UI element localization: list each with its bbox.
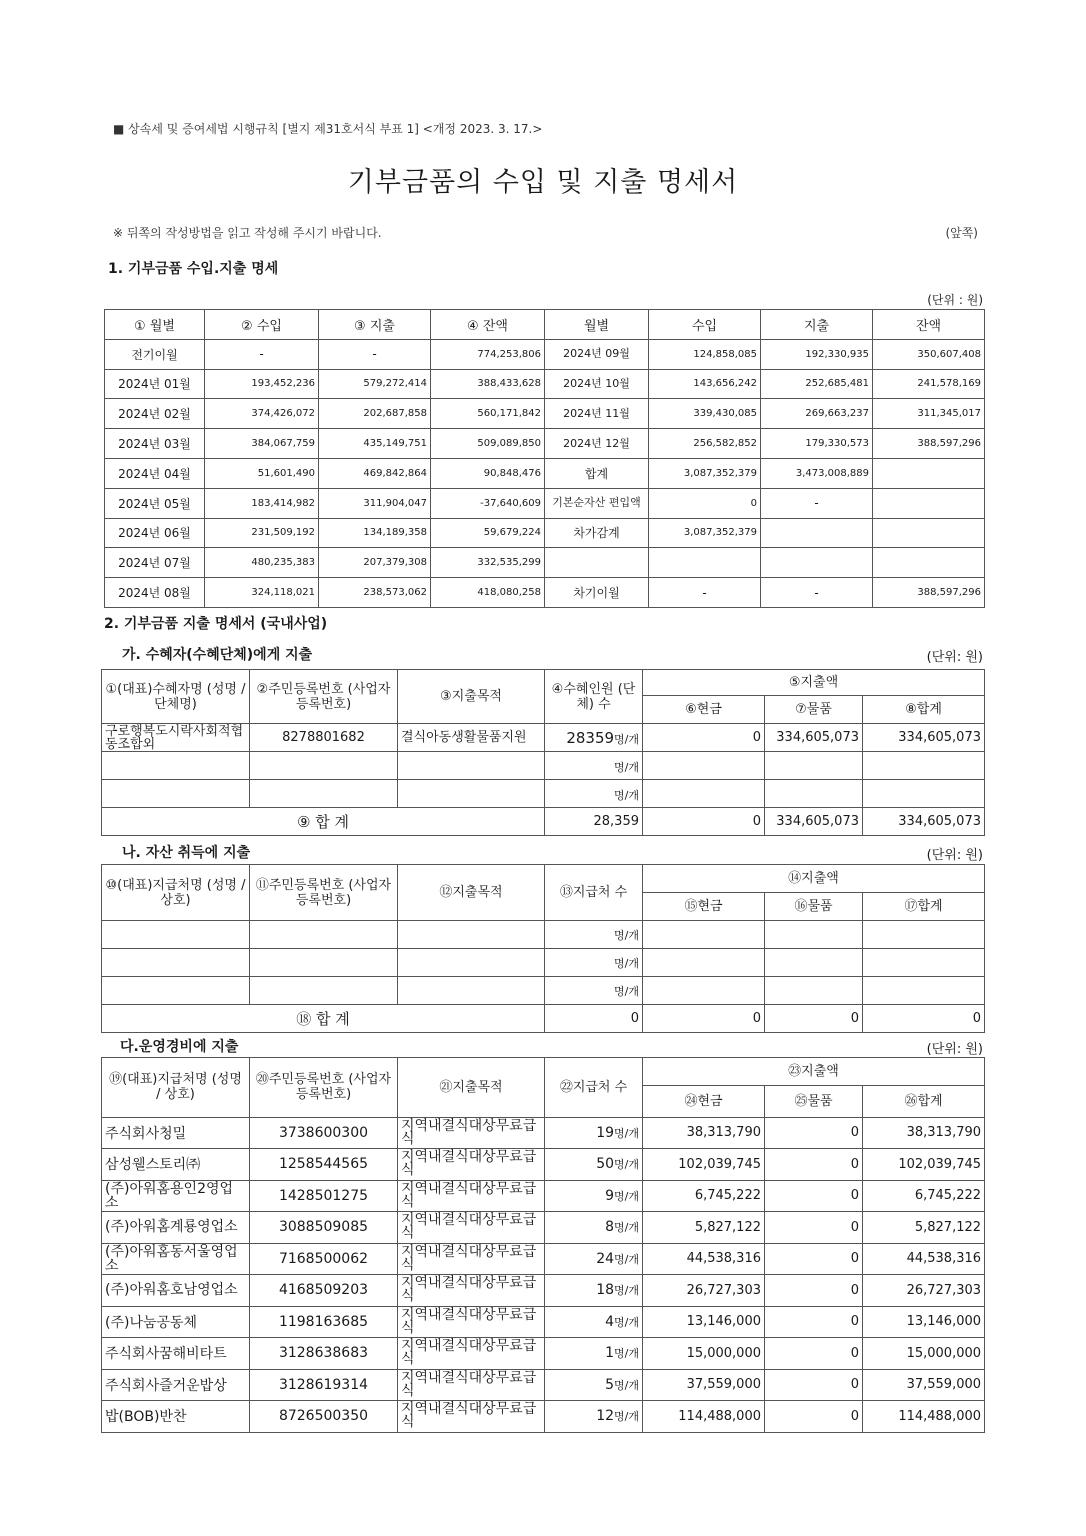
na-sum-goods: 0 [765,1005,863,1033]
month-cell: 2024년 05월 [105,488,205,518]
column-header: 수입 [649,310,761,340]
ga-header-cash: ⑥현금 [643,696,765,724]
table-row [105,548,985,578]
count-value: 8 [605,1219,615,1236]
total-amount: 334,605,073 [863,724,985,752]
payee-name: 주식회사청밀 [102,1117,250,1149]
ga-header-goods: ⑦물품 [765,696,863,724]
month-cell: 2024년 09월 [545,339,649,369]
cash-amount: 38,313,790 [643,1117,765,1149]
recipient-name [102,752,250,780]
table-row [102,921,985,949]
registration-number: 3088509085 [250,1212,398,1244]
amount-cell: 143,656,242 [649,369,761,399]
month-cell: 기본순자산 편입액 [545,488,649,518]
ga-header-count: ④수혜인원 (단체) 수 [545,670,643,724]
payee-name: 주식회사즐거운밥상 [102,1369,250,1401]
recipient-count [545,752,643,780]
table-row [102,1149,985,1181]
count-unit: 명/개 [614,760,639,774]
goods-amount: 0 [765,1275,863,1307]
amount-cell: 350,607,408 [873,339,985,369]
da-header-name: ⑲(대표)지급처명 (성명 / 상호) [102,1058,250,1118]
ga-header-name: ①(대표)수혜자명 (성명 / 단체명) [102,670,250,724]
amount-cell: 388,597,296 [873,578,985,608]
table-row [102,1401,985,1433]
month-cell [545,548,649,578]
amount-cell: 311,904,047 [319,488,431,518]
table-row [102,1306,985,1338]
column-header: ② 수입 [205,310,319,340]
total-amount [863,752,985,780]
amount-cell: 332,535,299 [431,548,545,578]
amount-cell: 241,578,169 [873,369,985,399]
amount-cell: 59,679,224 [431,518,545,548]
purpose [398,752,545,780]
month-cell: 2024년 11월 [545,399,649,429]
count-value: 1 [605,1345,615,1362]
total-amount: 38,313,790 [863,1117,985,1149]
count-unit: 명/개 [614,1284,639,1298]
payee-count [545,1212,643,1244]
goods-amount: 0 [765,1401,863,1433]
na-header-name: ⑩(대표)지급처명 (성명 / 상호) [102,865,250,921]
amount-cell: 339,430,085 [649,399,761,429]
month-cell: 2024년 10월 [545,369,649,399]
amount-cell: 183,414,982 [205,488,319,518]
purpose [398,780,545,808]
month-cell: 2024년 08월 [105,578,205,608]
ga-header-total: ⑧합계 [863,696,985,724]
total-amount: 114,488,000 [863,1401,985,1433]
amount-cell: 435,149,751 [319,429,431,459]
cash-amount [643,752,765,780]
na-header-goods: ⑯물품 [765,893,863,921]
ga-header-reg: ②주민등록번호 (사업자등록번호) [250,670,398,724]
payee-count [545,1369,643,1401]
table-row [105,369,985,399]
purpose: 지역내결식대상무료급식 [398,1401,545,1433]
count-value: 12 [596,1408,615,1425]
amount-cell: 252,685,481 [761,369,873,399]
section1-heading: 1. 기부금품 수입.지출 명세 [108,261,279,277]
sum-row [102,808,985,836]
amount-cell: 269,663,237 [761,399,873,429]
amount-cell: 388,597,296 [873,429,985,459]
amount-cell [873,518,985,548]
table-row [102,1275,985,1307]
goods-amount: 0 [765,1369,863,1401]
amount-cell: 90,848,476 [431,458,545,488]
goods-amount: 0 [765,1212,863,1244]
amount-cell: 192,330,935 [761,339,873,369]
cash-amount: 44,538,316 [643,1243,765,1275]
month-cell: 2024년 07월 [105,548,205,578]
purpose: 지역내결식대상무료급식 [398,1306,545,1338]
amount-cell: 374,426,072 [205,399,319,429]
payee-count [545,1117,643,1149]
ga-sum-count: 28,359 [545,808,643,836]
table-row [105,458,985,488]
payee-name: 주식회사꿈해비타트 [102,1338,250,1370]
total-amount: 6,745,222 [863,1180,985,1212]
count-unit: 명/개 [614,1315,639,1329]
amount-cell: - [761,488,873,518]
count-unit: 명/개 [614,1189,639,1203]
operating-table [101,1057,985,1433]
payee-name: (주)아워홈동서울영업소 [102,1243,250,1275]
month-cell: 차가감계 [545,518,649,548]
purpose: 지역내결식대상무료급식 [398,1338,545,1370]
amount-cell: 238,573,062 [319,578,431,608]
na-header-total: ⑰합계 [863,893,985,921]
na-header-amount: ⑭지출액 [643,865,985,893]
count-value: 9 [605,1187,615,1204]
na-unit: (단위: 원) [926,848,983,863]
cash-amount: 102,039,745 [643,1149,765,1181]
count-unit: 명/개 [614,1158,639,1172]
amount-cell: 388,433,628 [431,369,545,399]
table-row [105,399,985,429]
purpose: 지역내결식대상무료급식 [398,1117,545,1149]
cash-amount: 26,727,303 [643,1275,765,1307]
unit-label: 명/개 [545,977,643,1005]
amount-cell: 560,171,842 [431,399,545,429]
total-amount: 5,827,122 [863,1212,985,1244]
total-amount: 15,000,000 [863,1338,985,1370]
na-header-cash: ⑮현금 [643,893,765,921]
count-unit: 명/개 [614,1378,639,1392]
recipient-name: 구로행복도시락사회적협동조합외 [102,724,250,752]
cash-amount: 114,488,000 [643,1401,765,1433]
count-unit: 명/개 [614,1410,639,1424]
count-value: 28359 [566,728,615,747]
registration-number: 3128619314 [250,1369,398,1401]
amount-cell: 480,235,383 [205,548,319,578]
count-value: 4 [605,1313,615,1330]
total-amount: 26,727,303 [863,1275,985,1307]
amount-cell [873,488,985,518]
column-header: ③ 지출 [319,310,431,340]
registration-number: 1258544565 [250,1149,398,1181]
payee-count [545,1149,643,1181]
count-value: 18 [596,1282,615,1299]
cash-amount [643,780,765,808]
payee-count [545,1243,643,1275]
ga-header-purpose: ③지출목적 [398,670,545,724]
month-cell: 2024년 03월 [105,429,205,459]
table-row [105,429,985,459]
column-header: 잔액 [873,310,985,340]
count-unit: 명/개 [614,1252,639,1266]
da-header-count: ㉒지급처 수 [545,1058,643,1118]
amount-cell: 202,687,858 [319,399,431,429]
amount-cell: 469,842,864 [319,458,431,488]
amount-cell: 51,601,490 [205,458,319,488]
registration-number: 3738600300 [250,1117,398,1149]
goods-amount: 0 [765,1338,863,1370]
registration-number: 7168500062 [250,1243,398,1275]
da-header-total: ㉖합계 [863,1086,985,1118]
amount-cell [873,548,985,578]
amount-cell: 134,189,358 [319,518,431,548]
cash-amount: 37,559,000 [643,1369,765,1401]
month-cell: 2024년 02월 [105,399,205,429]
na-sum-label: ⑱ 합 계 [102,1005,545,1033]
amount-cell: 193,452,236 [205,369,319,399]
payee-count [545,1401,643,1433]
table-row [102,1212,985,1244]
amount-cell: 509,089,850 [431,429,545,459]
na-header-purpose: ⑫지출목적 [398,865,545,921]
recipient-count [545,724,643,752]
amount-cell: 207,379,308 [319,548,431,578]
total-amount: 13,146,000 [863,1306,985,1338]
goods-amount: 0 [765,1149,863,1181]
amount-cell: 774,253,806 [431,339,545,369]
goods-amount: 0 [765,1306,863,1338]
na-heading: 나. 자산 취득에 지출 [122,845,251,861]
amount-cell [761,518,873,548]
purpose: 지역내결식대상무료급식 [398,1212,545,1244]
sum-row [102,1005,985,1033]
month-cell: 2024년 01월 [105,369,205,399]
page-title: 기부금품의 수입 및 지출 명세서 [347,167,739,198]
table-row [102,1117,985,1149]
column-header: 월별 [545,310,649,340]
table-row [102,949,985,977]
count-value: 5 [605,1376,615,1393]
registration-number: 8726500350 [250,1401,398,1433]
amount-cell: 418,080,258 [431,578,545,608]
na-sum-cash: 0 [643,1005,765,1033]
payee-count [545,1275,643,1307]
purpose: 지역내결식대상무료급식 [398,1149,545,1181]
month-cell: 2024년 06월 [105,518,205,548]
table-row [102,1180,985,1212]
table-row [102,1369,985,1401]
count-unit: 명/개 [614,1347,639,1361]
total-amount: 102,039,745 [863,1149,985,1181]
column-header: 지출 [761,310,873,340]
amount-cell: 3,087,352,379 [649,458,761,488]
payee-name: (주)아워홈호남영업소 [102,1275,250,1307]
count-value: 24 [596,1250,615,1267]
purpose: 결식아동생활물품지원 [398,724,545,752]
header-row [105,310,985,340]
section1-unit: (단위 : 원) [927,293,983,307]
amount-cell: 579,272,414 [319,369,431,399]
payee-count [545,1180,643,1212]
amount-cell: - [761,578,873,608]
total-amount [863,780,985,808]
registration-number: 3128638683 [250,1338,398,1370]
count-value: 50 [596,1156,615,1173]
ga-heading: 가. 수혜자(수혜단체)에게 지출 [122,647,313,663]
da-header-amount: ㉓지출액 [643,1058,985,1086]
ga-sum-goods: 334,605,073 [765,808,863,836]
section2-heading: 2. 기부금품 지출 명세서 (국내사업) [104,616,328,632]
instruction-note: ※ 뒤쪽의 작성방법을 읽고 작성해 주시기 바랍니다. [113,226,382,240]
recipient-count [545,780,643,808]
month-cell: 차기이월 [545,578,649,608]
amount-cell [761,548,873,578]
cash-amount: 5,827,122 [643,1212,765,1244]
amount-cell: - [205,339,319,369]
cash-amount: 0 [643,724,765,752]
amount-cell: - [649,578,761,608]
table-row [102,1338,985,1370]
goods-amount [765,752,863,780]
registration-number [250,752,398,780]
payee-name: (주)나눔공동체 [102,1306,250,1338]
table-row [102,724,985,752]
table-row [105,518,985,548]
goods-amount: 0 [765,1180,863,1212]
count-unit: 명/개 [614,788,639,802]
amount-cell: - [319,339,431,369]
amount-cell: 3,087,352,379 [649,518,761,548]
table-row [102,780,985,808]
goods-amount: 0 [765,1243,863,1275]
month-cell: 2024년 12월 [545,429,649,459]
purpose: 지역내결식대상무료급식 [398,1275,545,1307]
da-unit: (단위: 원) [926,1042,983,1057]
goods-amount: 0 [765,1117,863,1149]
ga-sum-total: 334,605,073 [863,808,985,836]
monthly-table [104,309,985,608]
count-unit: 명/개 [614,732,639,746]
amount-cell: 124,858,085 [649,339,761,369]
ga-header-amount: ⑤지출액 [643,670,985,696]
payee-name: (주)아워홈계룡영업소 [102,1212,250,1244]
recipient-name [102,780,250,808]
amount-cell [649,548,761,578]
payee-name: 삼성웰스토리㈜ [102,1149,250,1181]
ga-sum-cash: 0 [643,808,765,836]
count-value: 19 [596,1124,615,1141]
page-side: (앞쪽) [945,226,978,240]
na-sum-count: 0 [545,1005,643,1033]
registration-number: 1198163685 [250,1306,398,1338]
purpose: 지역내결식대상무료급식 [398,1180,545,1212]
cash-amount: 15,000,000 [643,1338,765,1370]
da-header-reg: ⑳주민등록번호 (사업자등록번호) [250,1058,398,1118]
amount-cell: 384,067,759 [205,429,319,459]
na-header-reg: ⑪주민등록번호 (사업자등록번호) [250,865,398,921]
amount-cell [873,458,985,488]
asset-table [101,864,985,1033]
da-header-purpose: ㉑지출목적 [398,1058,545,1118]
count-unit: 명/개 [614,1126,639,1140]
payee-count [545,1338,643,1370]
amount-cell: 256,582,852 [649,429,761,459]
table-row [102,977,985,1005]
da-heading: 다.운영경비에 지출 [120,1039,239,1055]
unit-label: 명/개 [545,921,643,949]
ga-sum-label: ⑨ 합 계 [102,808,545,836]
amount-cell: 311,345,017 [873,399,985,429]
payee-count [545,1306,643,1338]
purpose: 지역내결식대상무료급식 [398,1243,545,1275]
table-row [102,1243,985,1275]
amount-cell: 324,118,021 [205,578,319,608]
table-row [105,488,985,518]
da-header-goods: ㉕물품 [765,1086,863,1118]
ga-unit: (단위: 원) [926,650,983,665]
payee-name: 밥(BOB)반찬 [102,1401,250,1433]
table-row [102,752,985,780]
column-header: ④ 잔액 [431,310,545,340]
goods-amount: 334,605,073 [765,724,863,752]
month-cell: 합계 [545,458,649,488]
total-amount: 37,559,000 [863,1369,985,1401]
registration-number: 8278801682 [250,724,398,752]
column-header: ① 월별 [105,310,205,340]
da-header-cash: ㉔현금 [643,1086,765,1118]
na-header-count: ⑬지급처 수 [545,865,643,921]
goods-amount [765,780,863,808]
amount-cell: 0 [649,488,761,518]
registration-number: 1428501275 [250,1180,398,1212]
form-reference: ■ 상속세 및 증여세법 시행규칙 [별지 제31호서식 부표 1] <개정 2023. 3. 17.> [113,122,543,136]
month-cell: 전기이월 [105,339,205,369]
cash-amount: 13,146,000 [643,1306,765,1338]
table-row [105,578,985,608]
unit-label: 명/개 [545,949,643,977]
count-unit: 명/개 [614,1221,639,1235]
total-amount: 44,538,316 [863,1243,985,1275]
cash-amount: 6,745,222 [643,1180,765,1212]
amount-cell: -37,640,609 [431,488,545,518]
purpose: 지역내결식대상무료급식 [398,1369,545,1401]
registration-number [250,780,398,808]
beneficiary-table [101,669,985,836]
month-cell: 2024년 04월 [105,458,205,488]
na-sum-total: 0 [863,1005,985,1033]
amount-cell: 179,330,573 [761,429,873,459]
amount-cell: 231,509,192 [205,518,319,548]
amount-cell: 3,473,008,889 [761,458,873,488]
table-row [105,339,985,369]
registration-number: 4168509203 [250,1275,398,1307]
payee-name: (주)아워홈용인2영업소 [102,1180,250,1212]
